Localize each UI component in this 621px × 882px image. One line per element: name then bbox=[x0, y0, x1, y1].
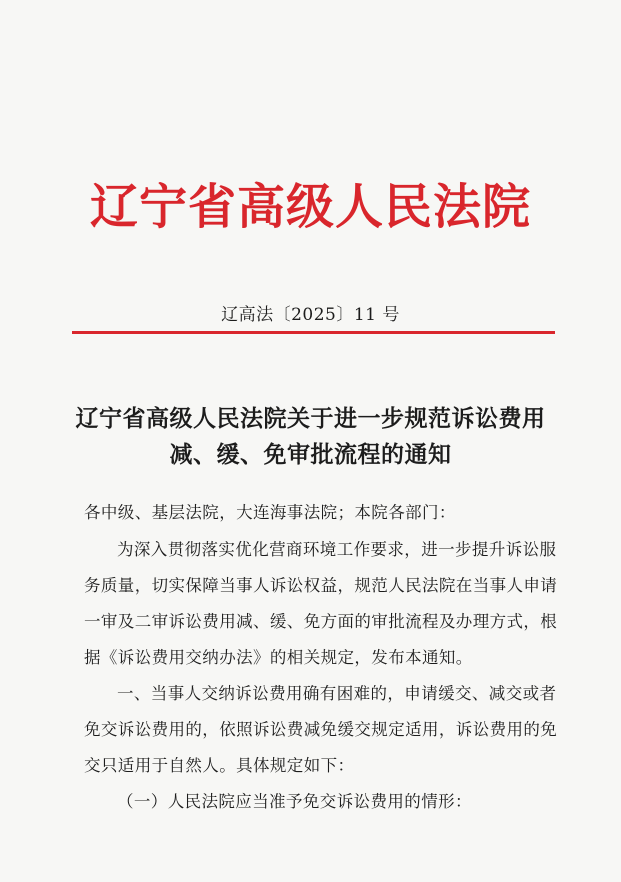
paragraph-1-line-4: 据《诉讼费用交纳办法》的相关规定，发布本通知。 bbox=[84, 648, 473, 667]
paragraph-2-line-3: 交只适用于自然人。具体规定如下： bbox=[84, 756, 355, 775]
paragraph-2-line-1: 一、当事人交纳诉讼费用确有困难的，申请缓交、减交或者 bbox=[117, 684, 557, 703]
document-title-line-1: 辽宁省高级人民法院关于进一步规范诉讼费用 bbox=[75, 405, 546, 432]
paragraph-1-line-3: 一审及二审诉讼费用减、缓、免方面的审批流程及办理方式，根 bbox=[84, 612, 558, 631]
red-header-rule bbox=[72, 331, 555, 334]
salutation: 各中级、基层法院，大连海事法院；本院各部门： bbox=[84, 503, 456, 522]
paragraph-3-line-1: （一）人民法院应当准予免交诉讼费用的情形： bbox=[117, 792, 472, 811]
paragraph-1-line-1: 为深入贯彻落实优化营商环境工作要求，进一步提升诉讼服 bbox=[117, 540, 557, 559]
document-title-line-2: 减、缓、免审批流程的通知 bbox=[169, 441, 452, 468]
issuing-authority-title: 辽宁省高级人民法院 bbox=[89, 179, 531, 235]
paragraph-1-line-2: 务质量，切实保障当事人诉讼权益，规范人民法院在当事人申请 bbox=[84, 576, 558, 595]
paragraph-2-line-2: 免交诉讼费用的，依照诉讼费减免缓交规定适用，诉讼费用的免 bbox=[84, 720, 558, 739]
document-number: 辽高法〔2025〕11 号 bbox=[221, 305, 400, 325]
